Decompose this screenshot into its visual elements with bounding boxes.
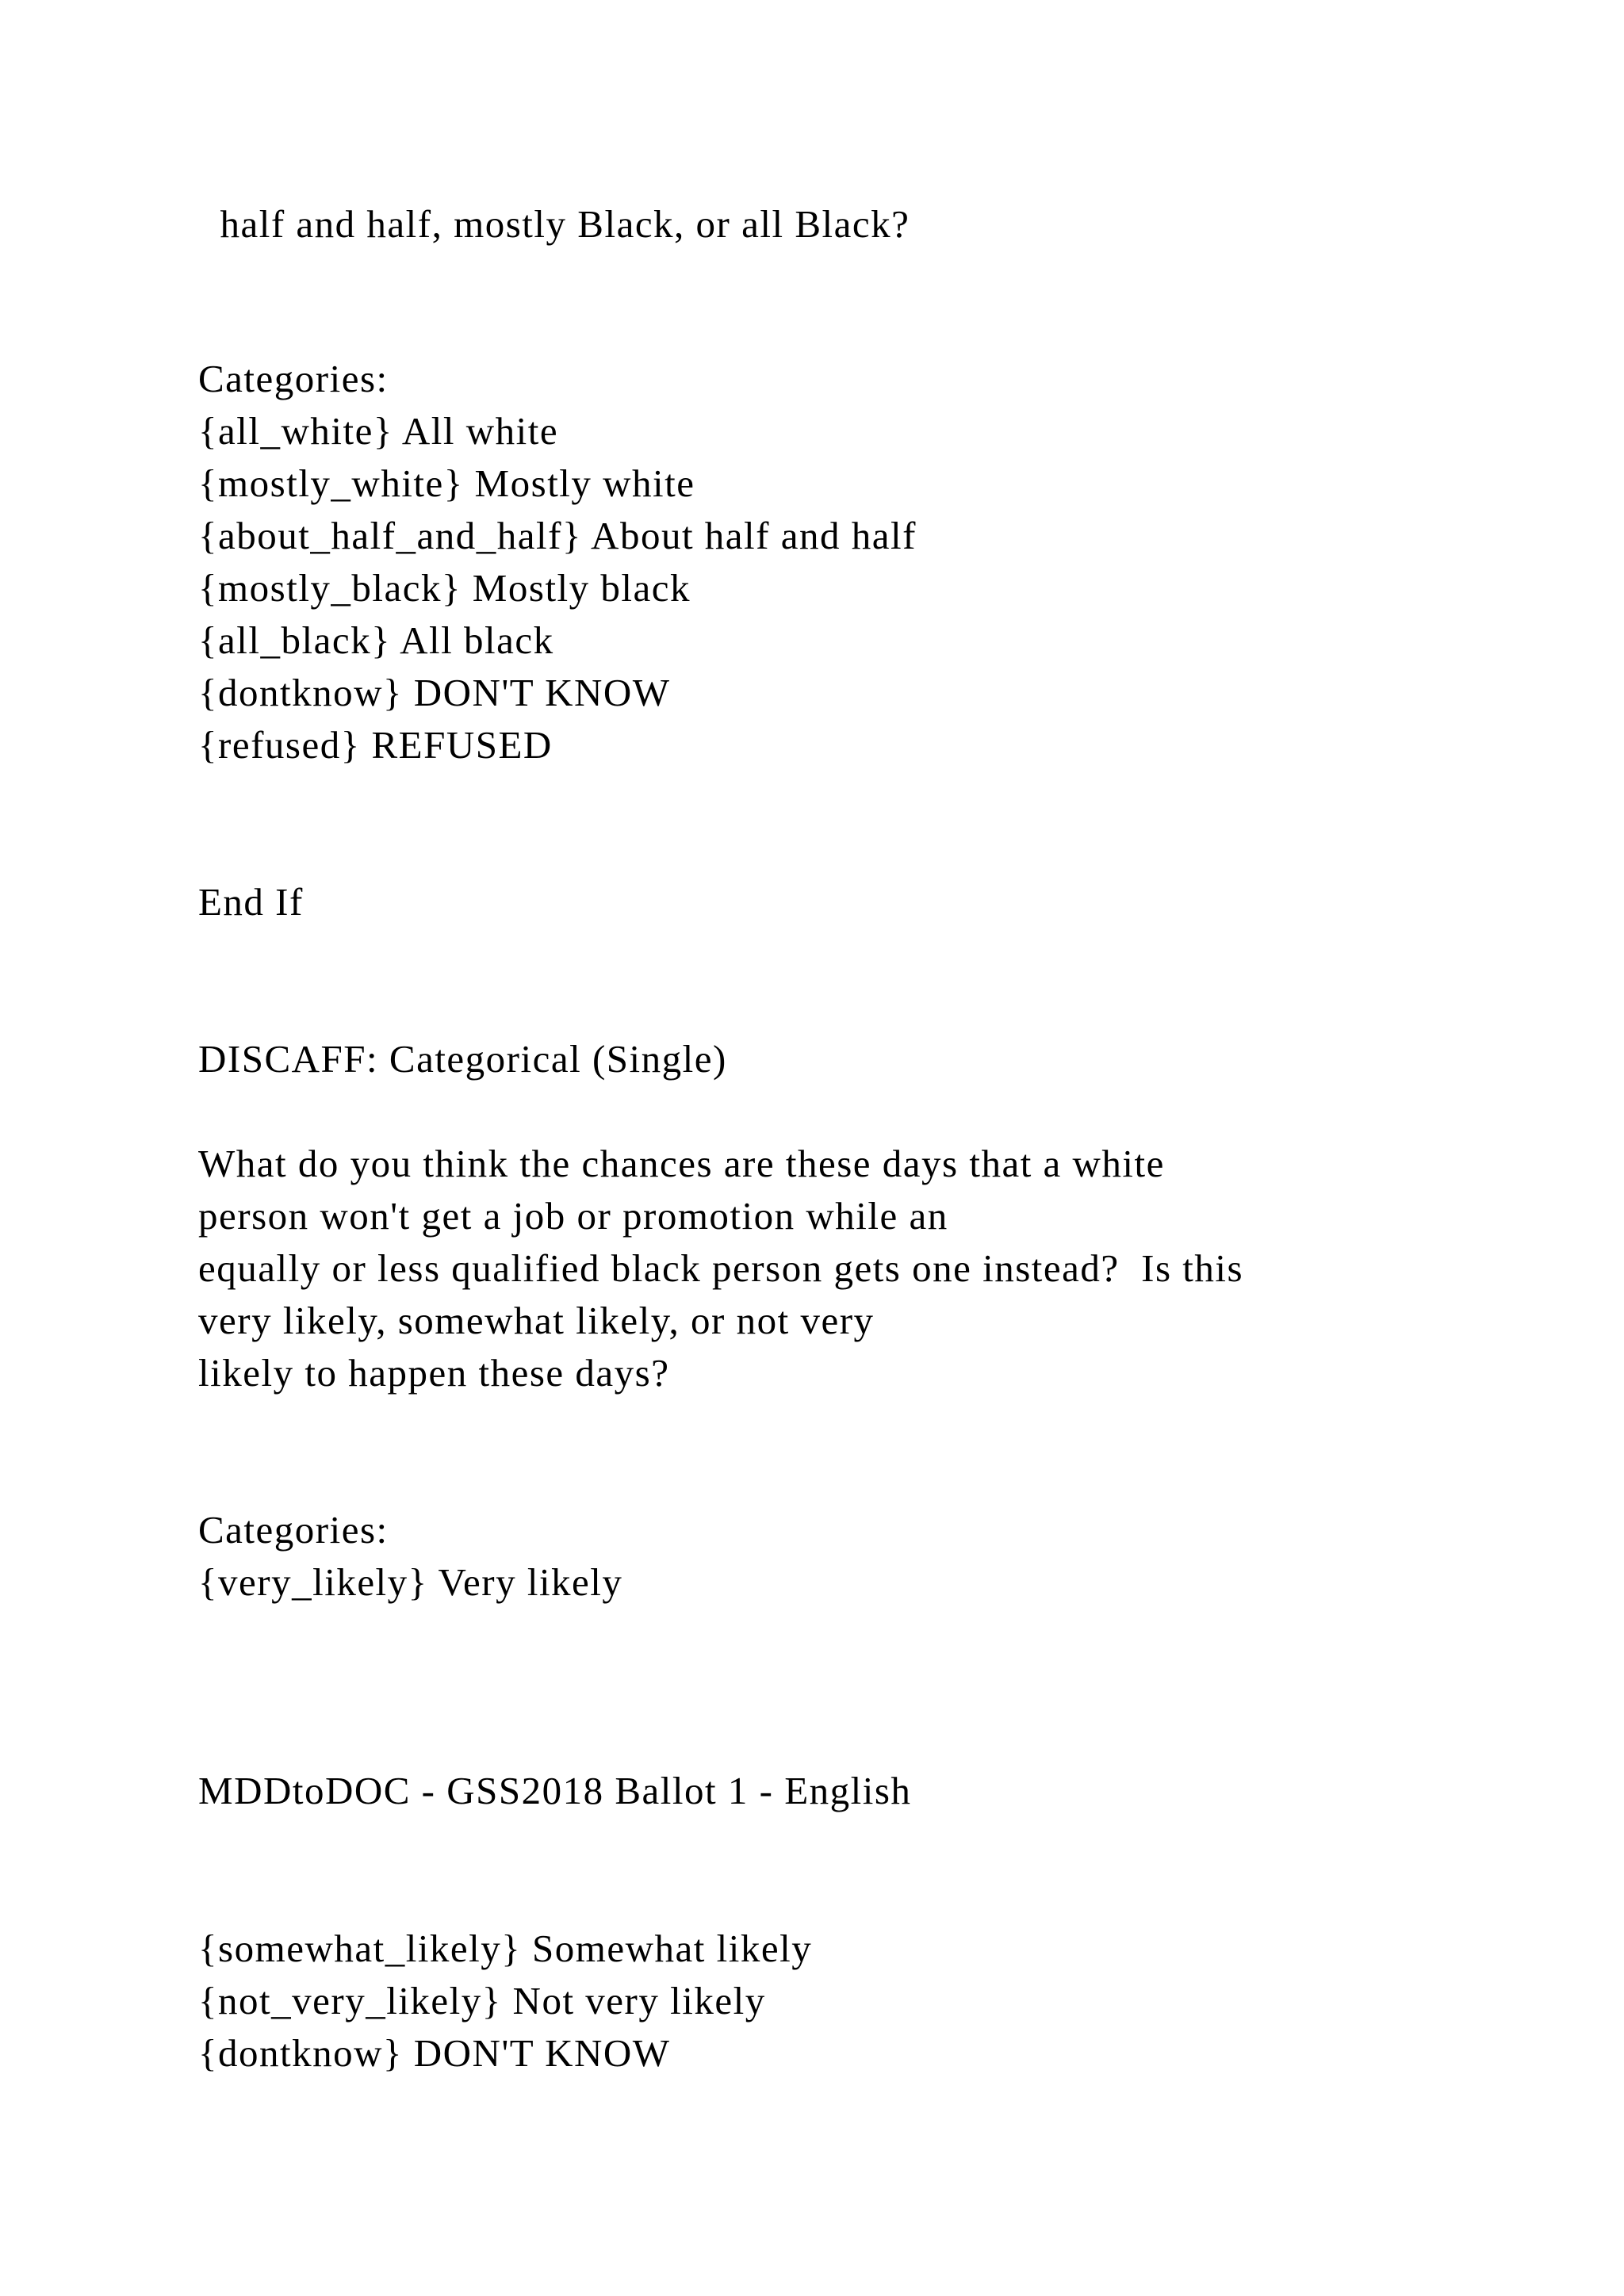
question-text-line: person won't get a job or promotion while an	[198, 1194, 948, 1238]
category-item: {dontknow} DON'T KNOW	[198, 2031, 671, 2075]
question-text-line: likely to happen these days?	[198, 1351, 670, 1395]
categories-heading: Categories:	[198, 1508, 389, 1552]
question-text-line: What do you think the chances are these days that a white	[198, 1142, 1165, 1185]
categories-heading: Categories:	[198, 357, 389, 400]
category-item: {refused} REFUSED	[198, 723, 553, 767]
category-item: {all_white} All white	[198, 409, 559, 453]
category-item: {all_black} All black	[198, 618, 554, 662]
question-text-line: equally or less qualified black person gets one instead? Is this	[198, 1246, 1244, 1290]
category-item: {mostly_white} Mostly white	[198, 461, 695, 505]
question-title: DISCAFF: Categorical (Single)	[198, 1037, 727, 1081]
category-item: {very_likely} Very likely	[198, 1560, 623, 1604]
category-item: {mostly_black} Mostly black	[198, 566, 691, 610]
page-footer: MDDtoDOC - GSS2018 Ballot 1 - English	[198, 1769, 912, 1812]
category-item: {not_very_likely} Not very likely	[198, 1979, 766, 2022]
question-text-line: very likely, somewhat likely, or not very	[198, 1299, 875, 1342]
category-item: {about_half_and_half} About half and half	[198, 514, 917, 557]
question-continuation: half and half, mostly Black, or all Black?	[198, 202, 910, 246]
category-item: {dontknow} DON'T KNOW	[198, 671, 671, 714]
category-item: {somewhat_likely} Somewhat likely	[198, 1927, 813, 1970]
end-if-statement: End If	[198, 880, 304, 924]
